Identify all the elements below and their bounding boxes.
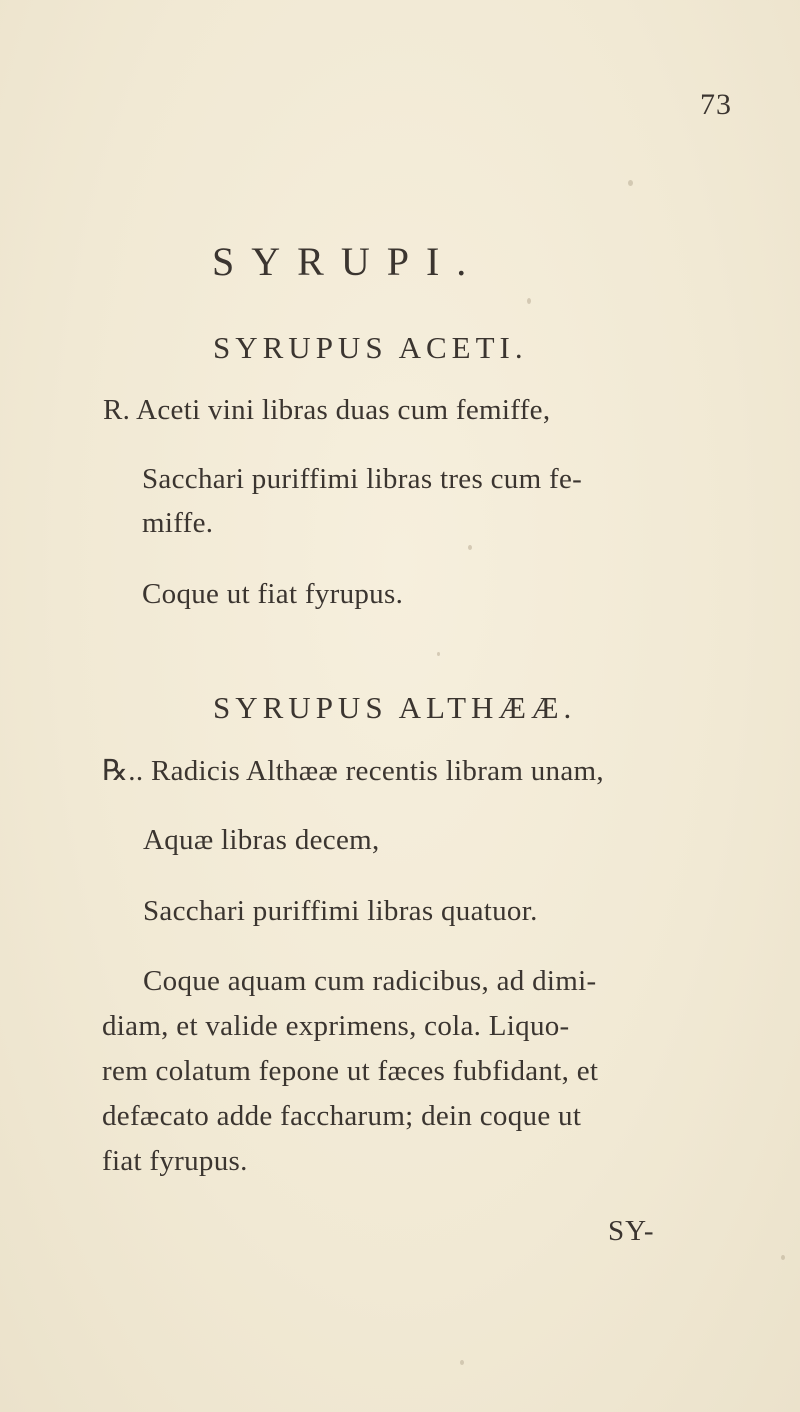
paper-speck: [460, 1360, 464, 1365]
paper-speck: [468, 545, 472, 550]
recipe-line: diam, et valide exprimens, cola. Liquo-: [102, 1010, 570, 1042]
paper-speck: [527, 298, 531, 304]
recipe-line: defæcato adde faccharum; dein coque ut: [102, 1100, 582, 1132]
recipe-title: SYRUPUS ALTHÆÆ.: [213, 690, 577, 725]
paper-speck: [628, 180, 633, 186]
recipe-line: rem colatum fepone ut fæces fubfidant, et: [102, 1055, 599, 1087]
catchword: SY-: [608, 1215, 655, 1247]
section-title: SYRUPI.: [212, 239, 484, 284]
recipe-line: fiat fyrupus.: [102, 1145, 248, 1177]
recipe-line: Aquæ libras decem,: [143, 824, 380, 856]
recipe-line: Sacchari puriffimi libras tres cum fe-: [142, 463, 583, 495]
paper-speck: [781, 1255, 785, 1260]
recipe-line: Coque aquam cum radicibus, ad dimi-: [143, 965, 597, 997]
recipe-line: Coque ut fiat fyrupus.: [142, 578, 404, 610]
recipe-line: miffe.: [142, 507, 214, 539]
paper-speck: [437, 652, 440, 656]
recipe-title: SYRUPUS ACETI.: [213, 330, 528, 365]
recipe-line: ℞.. Radicis Althææ recentis libram unam,: [102, 755, 604, 787]
recipe-line: Sacchari puriffimi libras quatuor.: [143, 895, 538, 927]
page-number: 73: [700, 88, 732, 121]
recipe-line: R. Aceti vini libras duas cum femiffe,: [103, 394, 551, 426]
